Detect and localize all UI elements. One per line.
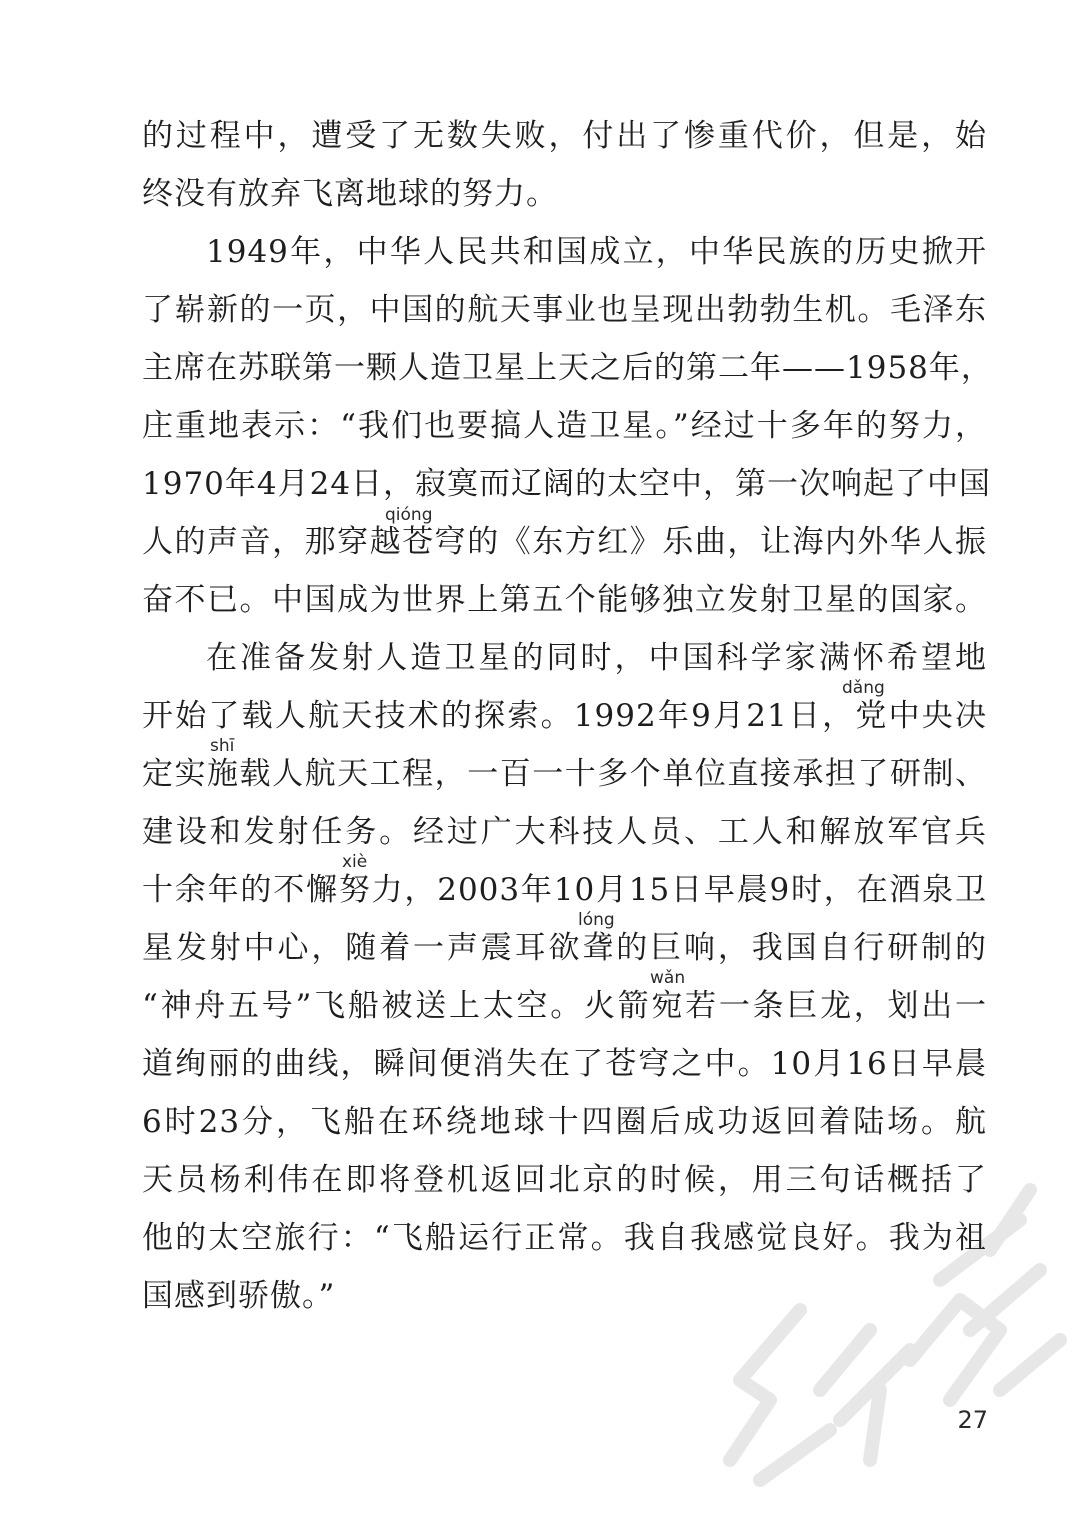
- text-line: 道绚丽的曲线，瞬间便消失在了苍穹之中。10月16日早晨: [142, 1046, 987, 1082]
- pinyin-annotation: dǎng: [842, 678, 885, 698]
- text-line: 十余年的不懈努力，2003年10月15日早晨9时，在酒泉卫: [142, 872, 987, 908]
- pinyin-annotation: xiè: [342, 852, 368, 872]
- text-line: 1970年4月24日，寂寞而辽阔的太空中，第一次响起了中国: [142, 466, 992, 502]
- text-line: 6时23分，飞船在环绕地球十四圈后成功返回着陆场。航: [142, 1104, 987, 1140]
- pinyin-annotation: wǎn: [650, 968, 686, 988]
- pinyin-annotation: lóng: [578, 910, 615, 930]
- text-line: 天员杨利伟在即将登机返回北京的时候，用三句话概括了: [142, 1162, 987, 1198]
- pinyin-annotation: shī: [210, 736, 235, 756]
- text-line: 终没有放弃飞离地球的努力。: [142, 176, 558, 212]
- text-line: 建设和发射任务。经过广大科技人员、工人和解放军官兵: [142, 814, 987, 850]
- text-line: 的过程中，遭受了无数失败，付出了惨重代价，但是，始: [142, 118, 987, 154]
- text-line: 庄重地表示：“我们也要搞人造卫星。”经过十多年的努力，: [142, 408, 987, 444]
- watermark-logo: [700, 1160, 1080, 1500]
- pinyin-annotation: qióng: [385, 505, 433, 525]
- text-line: 定实施载人航天工程，一百一十多个单位直接承担了研制、: [142, 756, 987, 792]
- text-line: 1949年，中华人民共和国成立，中华民族的历史掀开: [206, 234, 987, 270]
- text-line: 开始了载人航天技术的探索。1992年9月21日，党中央决: [142, 698, 987, 734]
- text-line: 在准备发射人造卫星的同时，中国科学家满怀希望地: [206, 640, 987, 676]
- text-line: 人的声音，那穿越苍穹的《东方红》乐曲，让海内外华人振: [142, 524, 987, 560]
- text-line: “神舟五号”飞船被送上太空。火箭宛若一条巨龙，划出一: [142, 988, 987, 1024]
- text-line: 国感到骄傲。”: [142, 1278, 336, 1314]
- page-number: 27: [957, 1406, 988, 1434]
- text-line: 奋不已。中国成为世界上第五个能够独立发射卫星的国家。: [142, 582, 987, 618]
- text-line: 他的太空旅行：“飞船运行正常。我自我感觉良好。我为祖: [142, 1220, 987, 1256]
- text-line: 主席在苏联第一颗人造卫星上天之后的第二年——1958年，: [142, 350, 993, 386]
- text-line: 星发射中心，随着一声震耳欲聋的巨响，我国自行研制的: [142, 930, 987, 966]
- text-line: 了崭新的一页，中国的航天事业也呈现出勃勃生机。毛泽东: [142, 292, 987, 328]
